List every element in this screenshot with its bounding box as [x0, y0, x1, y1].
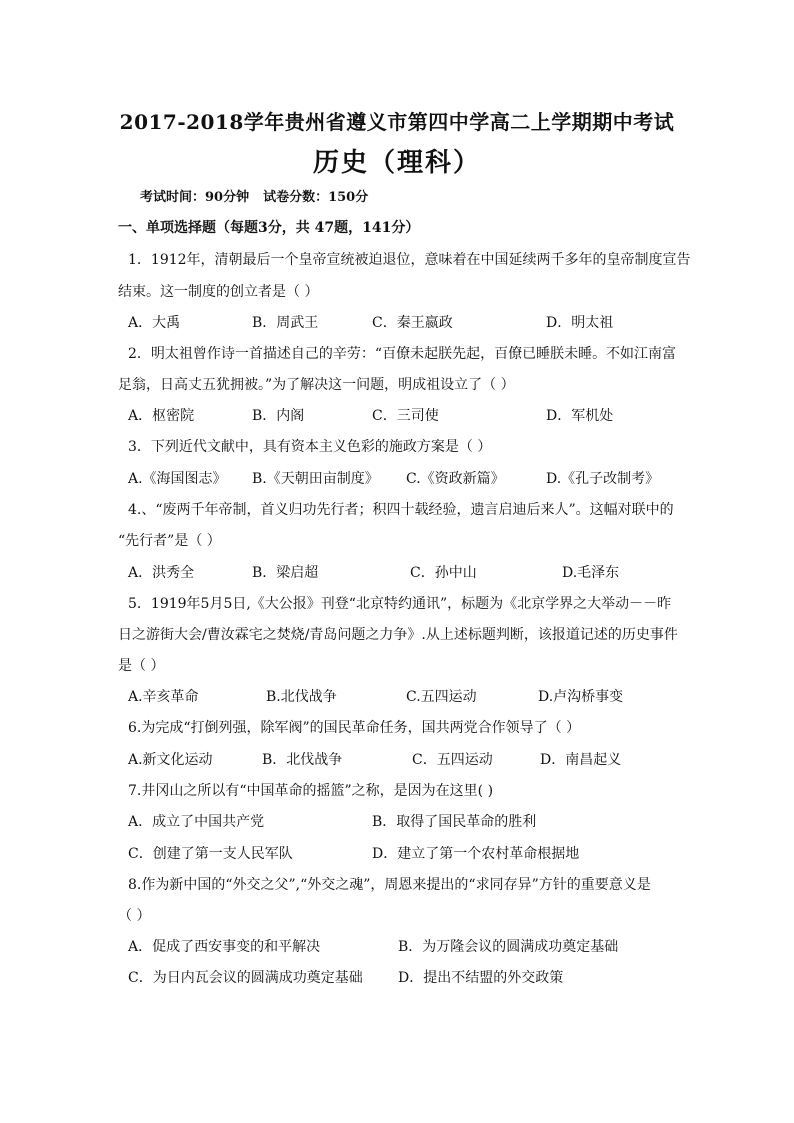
question-2-option-b: B．内阁	[252, 408, 305, 424]
question-2-line-1: 2．明太祖曾作诗一首描述自己的辛劳：“百僚未起朕先起，百僚已睡朕未睡。不如江南富	[128, 346, 677, 362]
question-2-option-c: C．三司使	[372, 408, 439, 424]
question-4-option-c: C．孙中山	[410, 565, 477, 581]
question-4-option-d: D.毛泽东	[562, 565, 620, 581]
question-8-line-2: （ ）	[118, 908, 151, 924]
question-6-option-c: C．五四运动	[412, 752, 493, 768]
question-7-option-d: D．建立了第一个农村革命根据地	[372, 846, 580, 862]
question-2-line-2: 足翁，日高丈五犹拥被。”为了解决这一问题，明成祖设立了（ ）	[118, 377, 515, 393]
exam-score: 试卷分数：150分	[263, 190, 369, 205]
question-8-option-d: D．提出不结盟的外交政策	[398, 970, 564, 986]
question-5-option-b: B.北伐战争	[266, 689, 337, 705]
question-5-option-c: C.五四运动	[406, 689, 477, 705]
question-2-option-a: A．枢密院	[128, 408, 195, 424]
question-6-option-b: B．北伐战争	[262, 752, 343, 768]
question-3-option-d: D.《孔子改制考》	[546, 471, 660, 487]
exam-subject: 历史（理科）	[312, 148, 481, 178]
question-4-option-b: B．梁启超	[252, 565, 319, 581]
exam-meta	[140, 186, 368, 205]
question-4-option-a: A．洪秀全	[128, 565, 195, 581]
question-5-line-3: 是（ ）	[118, 658, 165, 674]
question-5-line-2: 日之游街大会/曹汝霖宅之焚烧/青岛问题之力争》.从上述标题判断，该报道记述的历史事件	[118, 627, 678, 643]
section-heading: 一、单项选择题（每题3分，共 47题，141分）	[118, 220, 420, 236]
question-8-option-b: B．为万隆会议的圆满成功奠定基础	[398, 939, 619, 955]
question-1-line-1: 1．1912年，清朝最后一个皇帝宣统被迫退位，意味着在中国延续两千多年的皇帝制度宣告	[128, 252, 691, 268]
exam-time: 考试时间：90分钟	[140, 190, 250, 205]
question-3-option-a: A.《海国图志》	[128, 471, 227, 487]
question-3-line-1: 3．下列近代文献中，具有资本主义色彩的施政方案是（ ）	[128, 439, 492, 455]
exam-title: 2017-2018学年贵州省遵义市第四中学高二上学期期中考试	[119, 110, 675, 134]
question-7-line-1: 7.井冈山之所以有“中国革命的摇篮”之称，是因为在这里( )	[128, 783, 494, 799]
question-6-option-a: A.新文化运动	[128, 752, 213, 768]
question-1-option-b: B．周武王	[252, 315, 319, 331]
question-8-line-1: 8.作为新中国的“外交之父”,“外交之魂”，周恩来提出的“求同存异”方针的重要意义是	[128, 877, 651, 893]
question-5-option-d: D.卢沟桥事变	[538, 689, 624, 705]
question-3-option-b: B.《天朝田亩制度》	[252, 471, 379, 487]
question-2-option-d: D．军机处	[546, 408, 614, 424]
question-8-option-c: C．为日内瓦会议的圆满成功奠定基础	[128, 970, 363, 986]
question-1-option-c: C．秦王嬴政	[372, 315, 453, 331]
question-7-option-a: A．成立了中国共产党	[128, 814, 265, 830]
question-4-line-2: “先行者”是（ ）	[118, 533, 221, 549]
question-6-option-d: D．南昌起义	[540, 752, 622, 768]
question-5-option-a: A.辛亥革命	[128, 689, 199, 705]
question-1-option-d: D．明太祖	[546, 315, 614, 331]
question-1-line-2: 结束。这一制度的创立者是（ ）	[118, 284, 319, 300]
question-5-line-1: 5．1919年5月5日,《大公报》刊登“北京特约通讯”，标题为《北京学界之大举动－－昨	[128, 596, 672, 612]
question-6-line-1: 6.为完成“打倒列强，除军阀”的国民革命任务，国共两党合作领导了（ ）	[128, 720, 581, 736]
question-7-option-c: C．创建了第一支人民军队	[128, 846, 293, 862]
question-7-option-b: B．取得了国民革命的胜利	[372, 814, 537, 830]
question-8-option-a: A．促成了西安事变的和平解决	[128, 939, 321, 955]
question-4-line-1: 4.、“废两千年帝制，首义归功先行者；积四十载经验，遗言启迪后来人”。这幅对联中的	[128, 502, 674, 518]
question-1-option-a: A．大禹	[128, 315, 181, 331]
question-3-option-c: C.《资政新篇》	[406, 471, 505, 487]
